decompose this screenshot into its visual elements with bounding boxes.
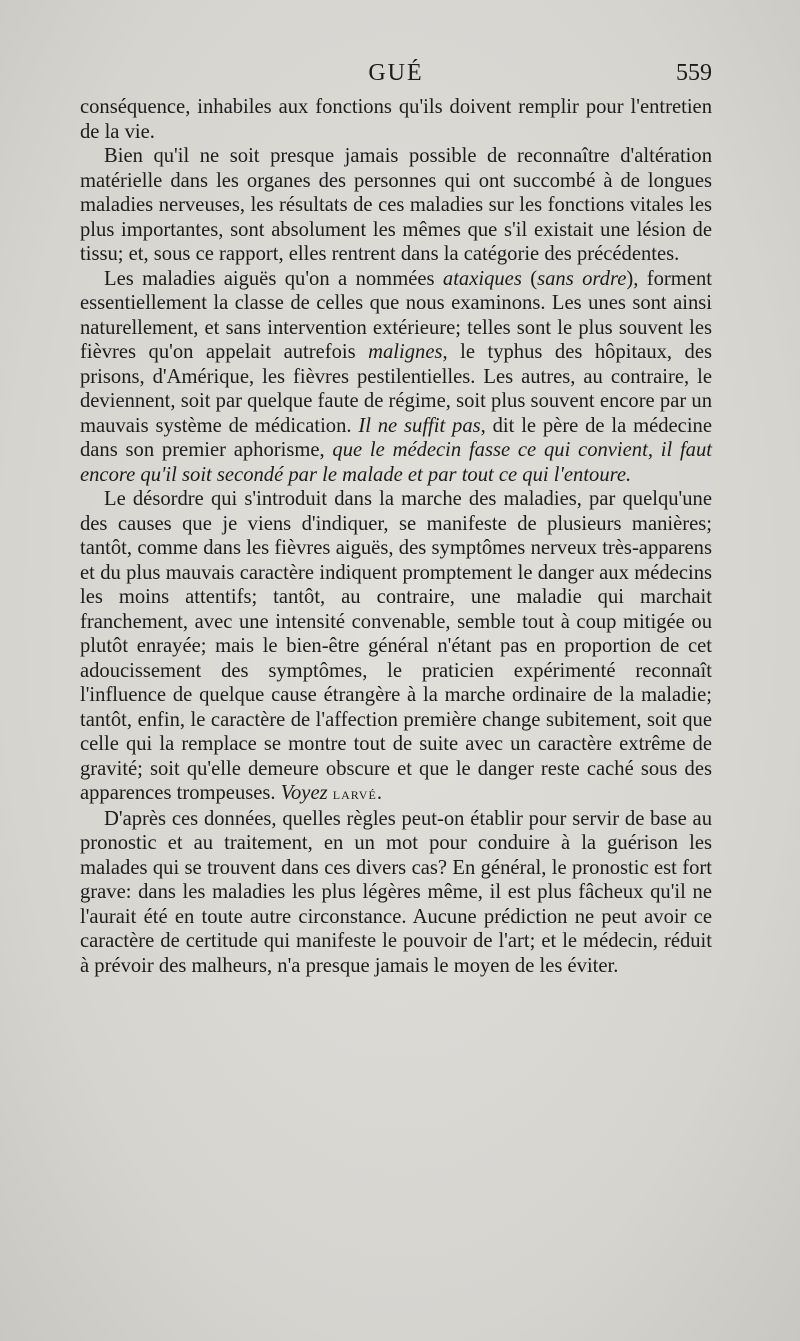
running-head: GUÉ — [368, 60, 424, 86]
body-text — [80, 95, 712, 978]
paragraph — [80, 267, 712, 488]
text-run: Les maladies aiguës qu'on a nommées — [104, 267, 443, 290]
italic-run: sans ordre — [537, 267, 627, 290]
text-run: Bien qu'il ne soit presque jamais possible de reconnaître d'altération matérielle dans les organes des personnes qui ont succombé à de longues maladies nerveuses, les résultats de ces maladies sur les fonctions vitales les plus importantes, sont absolument les mêmes que s'il existait une lésion de tissu; et, sous ce rapport, elles rentrent dans la catégorie des précédentes. — [80, 145, 712, 265]
paragraph — [80, 95, 712, 144]
smallcaps-run: larvé — [332, 784, 377, 803]
text-run: D'après ces données, quelles règles peut-on établir pour servir de base au pronostic et au traitement, en un mot pour conduire à la guérison les malades qui se trouvent dans ces divers cas? En général, le pronostic est fort grave: dans les maladies les plus légères même, il est plus fâcheux qu'il ne l'aurait été en toute autre circonstance. Aucune prédiction ne peut avoir ce caractère de certitude qui manifeste le pouvoir de l'art; et le médecin, réduit à prévoir des malheurs, n'a presque jamais le moyen de les éviter. — [80, 807, 712, 977]
paragraph — [80, 144, 712, 267]
italic-run: Voyez — [280, 782, 328, 804]
paragraph — [80, 807, 712, 979]
italic-run: que le médecin fasse ce qui convient, il faut encore qu'il soit secondé par le malade et par tout ce qui l'entoure. — [80, 439, 712, 486]
text-run: ( — [521, 267, 538, 290]
italic-run: Il ne suffit pas — [358, 414, 481, 437]
text-run: , dit le père de la médecine dans son premier aphorisme, — [80, 414, 712, 461]
text-run: , le typhus des hôpitaux, des prisons, d'Amérique, les fièvres pestilentielles. Les autres, au contraire, le deviennent, soit par quelque faute de régime, soit plus souvent encore par un mauvais système de médication. — [80, 341, 713, 437]
paragraph — [80, 487, 712, 807]
italic-run: ataxiques — [442, 267, 522, 290]
page-number: 559 — [676, 60, 712, 86]
italic-run: malignes — [368, 341, 443, 363]
text-run: . — [376, 782, 382, 804]
page-header — [80, 60, 712, 94]
text-run: conséquence, inhabiles aux fonctions qu'ils doivent remplir pour l'entretien de la vie. — [80, 96, 712, 143]
text-run: ), forment essentiellement la classe de celles que nous examinons. Les unes sont ainsi naturellement, et sans intervention extérieure; telles sont le plus souvent les fièvres qu'on appelait autrefois — [80, 267, 712, 363]
text-run: Le désordre qui s'introduit dans la marche des maladies, par quelqu'une des causes que je viens d'indiquer, se manifeste de plusieurs manières; tantôt, comme dans les fièvres aiguës, des symptômes nerveux très-apparens et du plus mauvais caractère indiquent promptement le danger aux médecins les moins attentifs; tantôt, au contraire, une maladie qui marchait franchement, avec une intensité convenable, semble tout à coup mitigée ou plutôt enrayée; mais le bien-être général n'étant pas en proportion de cet adoucissement des symptômes, le praticien expérimenté reconnaît l'influence de quelque cause étrangère à la marche ordinaire de la maladie; tantôt, enfin, le caractère de l'affection première change subitement, soit que celle qui la remplace se montre tout de suite avec un caractère extrême de gravité; soit qu'elle demeure obscure et que le danger reste caché sous des apparences trompeuses. — [80, 488, 712, 804]
